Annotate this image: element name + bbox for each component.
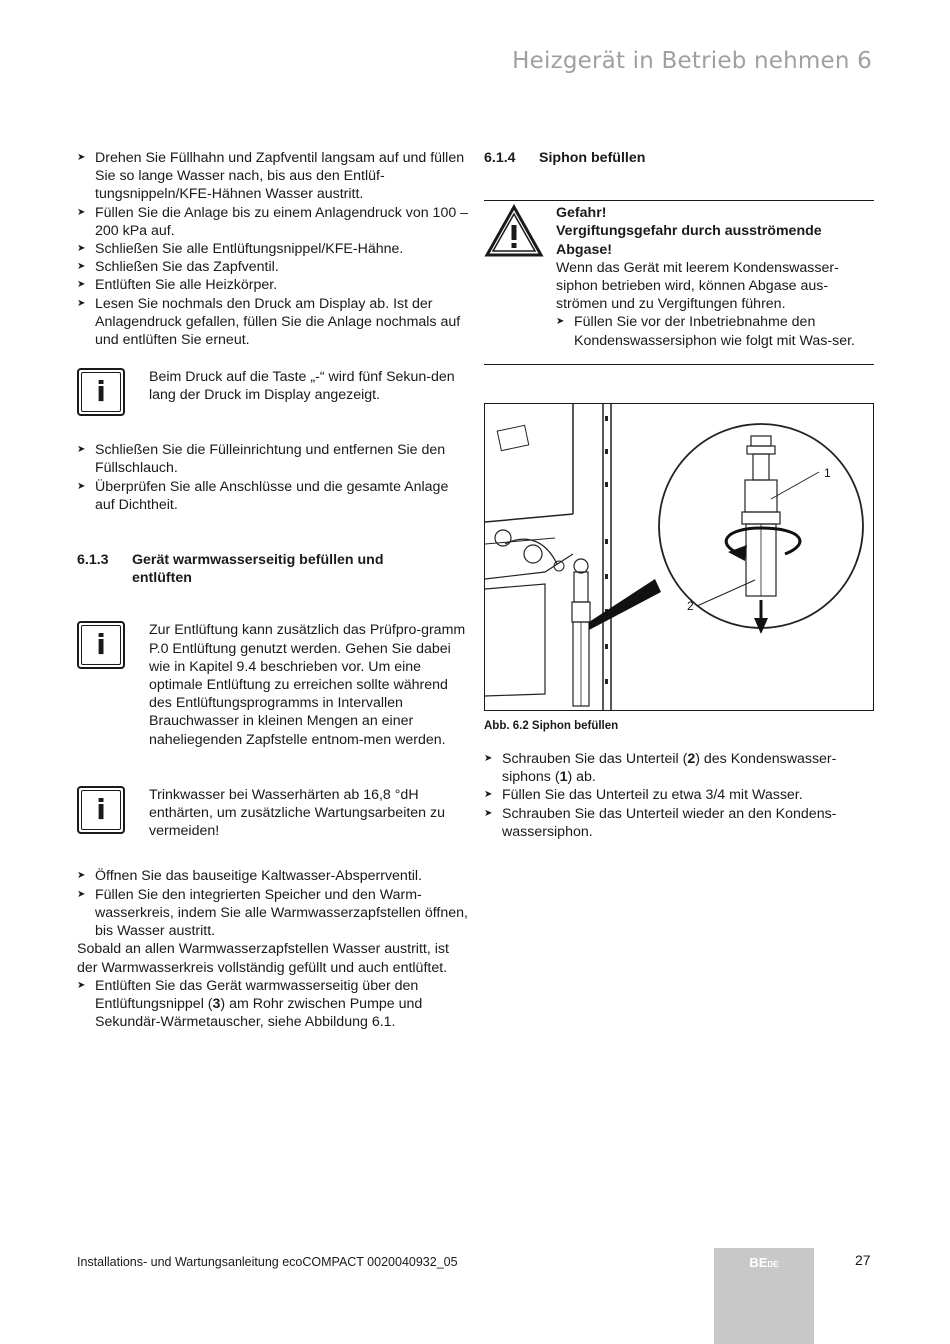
info-note-venting <box>77 621 469 748</box>
list-item: ➤ Füllen Sie den integrierten Speicher und den Warm-wasserkreis, indem Sie alle Warmwasserzapfstellen öffnen, bis Wasser austritt. <box>77 886 469 941</box>
warning-heading: Vergiftungsgefahr durch ausströmende Abgase! <box>556 223 822 258</box>
list-item: ➤ Schließen Sie die Fülleinrichtung und entfernen Sie den Füllschlauch. <box>77 441 469 477</box>
list-item: ➤ Überprüfen Sie alle Anschlüsse und die gesamte Anlage auf Dichtheit. <box>77 478 469 514</box>
list-item: ➤ Schließen Sie das Zapfventil. <box>77 258 469 276</box>
page-number: 27 <box>855 1252 871 1268</box>
danger-warning-box <box>484 200 874 365</box>
page-header-title: Heizgerät in Betrieb nehmen 6 <box>512 48 872 74</box>
figure-label-1: 1 <box>824 465 831 480</box>
info-icon: i <box>77 368 125 416</box>
hot-water-steps-list <box>77 867 469 940</box>
list-item: ➤ Schließen Sie alle Entlüftungsnippel/KFE-Hähne. <box>77 240 469 258</box>
list-item: ➤ Öffnen Sie das bauseitige Kaltwasser-Absperrventil. <box>77 867 469 885</box>
figure-frame <box>484 403 874 711</box>
list-item: ➤ Drehen Sie Füllhahn und Zapfventil langsam auf und füllen Sie so lange Wasser nach, bis aus den Entlüf-tungsnippeln/KFE-Hähnen Wasser austritt. <box>77 149 469 204</box>
warning-triangle-icon <box>484 204 546 350</box>
fill-steps-list <box>77 149 469 349</box>
left-column <box>77 149 469 1031</box>
list-item: ➤ Füllen Sie das Unterteil zu etwa 3/4 mit Wasser. <box>484 786 874 804</box>
list-item: ➤ Füllen Sie vor der Inbetriebnahme den Kondenswassersiphon wie folgt mit Was-ser. <box>556 313 866 349</box>
note-text: Beim Druck auf die Taste „-“ wird fünf Sekun-den lang der Druck im Display angezeigt. <box>149 369 455 404</box>
list-item: ➤ Füllen Sie die Anlage bis zu einem Anlagendruck von 100 – 200 kPa auf. <box>77 204 469 240</box>
list-item: ➤ Entlüften Sie alle Heizkörper. <box>77 276 469 294</box>
right-column <box>484 149 874 841</box>
list-item: ➤ Entlüften Sie das Gerät warmwasserseitig über den Entlüftungsnippel (3) am Rohr zwischen Pumpe und Sekundär-Wärmetauscher, siehe Abbildung 6.1. <box>77 977 469 1032</box>
info-note-water-hardness <box>77 786 469 841</box>
list-item: ➤ Schrauben Sie das Unterteil (2) des Kondenswasser-siphons (1) ab. <box>484 750 874 786</box>
close-steps-list <box>77 441 469 514</box>
vent-steps-list <box>77 977 469 1032</box>
figure-label-2: 2 <box>687 598 694 613</box>
section-number: 6.1.3 <box>77 552 109 569</box>
figure-siphon <box>484 403 874 735</box>
warning-text: Wenn das Gerät mit leerem Kondenswasser-siphon betrieben wird, können Abgase aus-strömen und zu Vergiftungen führen. <box>556 259 839 313</box>
paragraph: Sobald an allen Warmwasserzapfstellen Wasser austritt, ist der Warmwasserkreis vollständig gefüllt und auch entlüftet. <box>77 941 449 976</box>
section-heading-6-1-4 <box>484 149 874 167</box>
warning-label: Gefahr! <box>556 205 607 222</box>
siphon-illustration <box>485 404 873 710</box>
section-title: Siphon befüllen <box>539 150 646 166</box>
country-tab: BEDE <box>714 1248 814 1344</box>
note-text: Zur Entlüftung kann zusätzlich das Prüfpro-gramm P.0 Entlüftung genutzt werden. Gehen Sie dabei wie in Kapitel 9.4 beschrieben vor. Um eine optimale Entlüftung zu erreichen sollte während des Entlüftungsprogramms in Intervallen Brauchwasser in kleinen Mengen an einer naheliegenden Zapfstelle entnom-men werden. <box>149 622 466 748</box>
figure-caption: Abb. 6.2 Siphon befüllen <box>484 719 619 732</box>
list-item: ➤ Lesen Sie nochmals den Druck am Display ab. Ist der Anlagendruck gefallen, füllen Sie die Anlage nochmals auf und entlüften Sie erneut. <box>77 295 469 350</box>
siphon-steps-list <box>484 750 874 841</box>
info-icon: i <box>77 621 125 669</box>
info-icon: i <box>77 786 125 834</box>
footer-doc-title: Installations- und Wartungsanleitung ecoCOMPACT 0020040932_05 <box>77 1255 458 1269</box>
section-title: Gerät warmwasserseitig befüllen und entlüften <box>132 552 384 587</box>
list-item: ➤ Schrauben Sie das Unterteil wieder an den Kondens-wassersiphon. <box>484 805 874 841</box>
section-heading-6-1-3 <box>77 551 469 587</box>
info-note-pressure <box>77 368 469 416</box>
section-number: 6.1.4 <box>484 150 516 166</box>
note-text: Trinkwasser bei Wasserhärten ab 16,8 °dH enthärten, um zusätzliche Wartungsarbeiten zu vermeiden! <box>149 786 445 840</box>
